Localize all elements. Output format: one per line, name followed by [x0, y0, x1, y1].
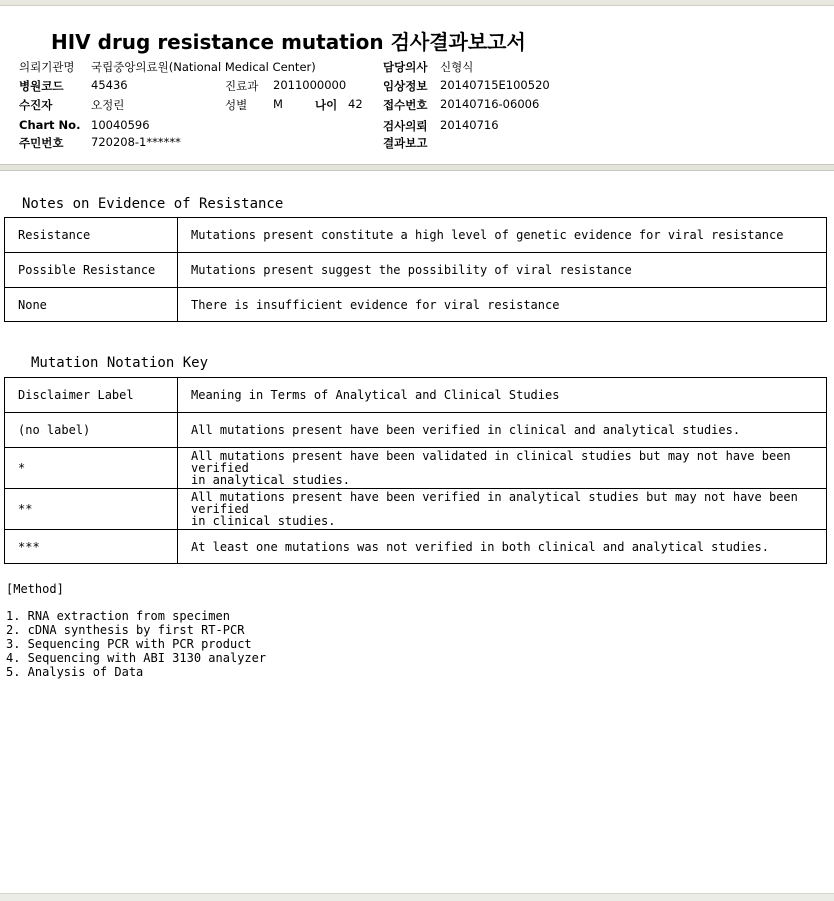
table-row — [5, 448, 827, 489]
table-header-row — [5, 378, 827, 413]
doctor-value: 신형식 — [440, 60, 474, 74]
table-row — [5, 413, 827, 448]
request-value: 20140716 — [440, 118, 499, 132]
patient-value: 오정린 — [91, 98, 125, 112]
age-label: 나이 — [315, 98, 338, 112]
hospital-code-label: 병원코드 — [19, 79, 64, 93]
chart-no-value: 10040596 — [91, 118, 150, 132]
key-text-line: All mutations present have been validated in clinical studies but may not have been verified — [191, 449, 791, 475]
hospital-code-value: 45436 — [91, 78, 128, 92]
notes-label-cell: None — [5, 288, 178, 322]
report-header — [0, 6, 834, 164]
receipt-label: 접수번호 — [383, 98, 428, 112]
key-label-cell: * — [5, 448, 178, 489]
institution-label: 의뢰기관명 — [19, 60, 75, 74]
key-text-line: in clinical studies. — [191, 514, 336, 528]
table-row — [5, 530, 827, 564]
report-title: HIV drug resistance mutation 검사결과보고서 — [51, 30, 526, 54]
notes-text-cell: Mutations present constitute a high level of genetic evidence for viral resistance — [178, 218, 827, 253]
table-row — [5, 218, 827, 253]
key-text-cell: At least one mutations was not verified in both clinical and analytical studies. — [178, 530, 827, 564]
clinical-info-value: 20140715E100520 — [440, 78, 550, 92]
key-header-label: Disclaimer Label — [5, 378, 178, 413]
sex-label: 성별 — [225, 98, 248, 112]
method-step: 1. RNA extraction from specimen — [6, 609, 230, 623]
key-text-cell — [178, 489, 827, 530]
key-header-text: Meaning in Terms of Analytical and Clinical Studies — [178, 378, 827, 413]
key-text-cell: All mutations present have been verified in clinical and analytical studies. — [178, 413, 827, 448]
clinical-info-label: 임상정보 — [383, 79, 428, 93]
method-step: 3. Sequencing PCR with PCR product — [6, 637, 252, 651]
sex-value: M — [273, 97, 283, 111]
key-label-cell: *** — [5, 530, 178, 564]
method-step: 2. cDNA synthesis by first RT-PCR — [6, 623, 245, 637]
patient-label: 수진자 — [19, 98, 53, 112]
header-separator — [0, 164, 834, 171]
key-text-line: in analytical studies. — [191, 473, 350, 487]
key-label-cell: ** — [5, 489, 178, 530]
age-value: 42 — [348, 97, 363, 111]
notes-text-cell: Mutations present suggest the possibility of viral resistance — [178, 253, 827, 288]
resident-no-label: 주민번호 — [19, 136, 64, 150]
chart-no-label: Chart No. — [19, 118, 81, 132]
key-text-cell — [178, 448, 827, 489]
department-value: 2011000000 — [273, 78, 347, 92]
key-section-title: Mutation Notation Key — [31, 355, 209, 371]
method-step: 5. Analysis of Data — [6, 665, 144, 679]
table-row — [5, 288, 827, 322]
key-table — [4, 377, 827, 564]
notes-table — [4, 217, 827, 322]
notes-section-title: Notes on Evidence of Resistance — [22, 196, 284, 212]
key-text-line: All mutations present have been verified in analytical studies but may not have been verified — [191, 490, 798, 516]
notes-label-cell: Possible Resistance — [5, 253, 178, 288]
request-label: 검사의뢰 — [383, 119, 428, 133]
resident-no-value: 720208-1****** — [91, 135, 181, 149]
key-label-cell: (no label) — [5, 413, 178, 448]
notes-text-cell: There is insufficient evidence for viral resistance — [178, 288, 827, 322]
table-row — [5, 253, 827, 288]
table-row — [5, 489, 827, 530]
doctor-label: 담당의사 — [383, 60, 428, 74]
method-step: 4. Sequencing with ABI 3130 analyzer — [6, 651, 267, 665]
department-label: 진료과 — [225, 79, 259, 93]
notes-label-cell: Resistance — [5, 218, 178, 253]
method-title: [Method] — [6, 582, 64, 596]
institution-value: 국립중앙의료원(National Medical Center) — [91, 60, 316, 74]
receipt-value: 20140716-06006 — [440, 97, 540, 111]
report-date-label: 결과보고 — [383, 136, 428, 150]
